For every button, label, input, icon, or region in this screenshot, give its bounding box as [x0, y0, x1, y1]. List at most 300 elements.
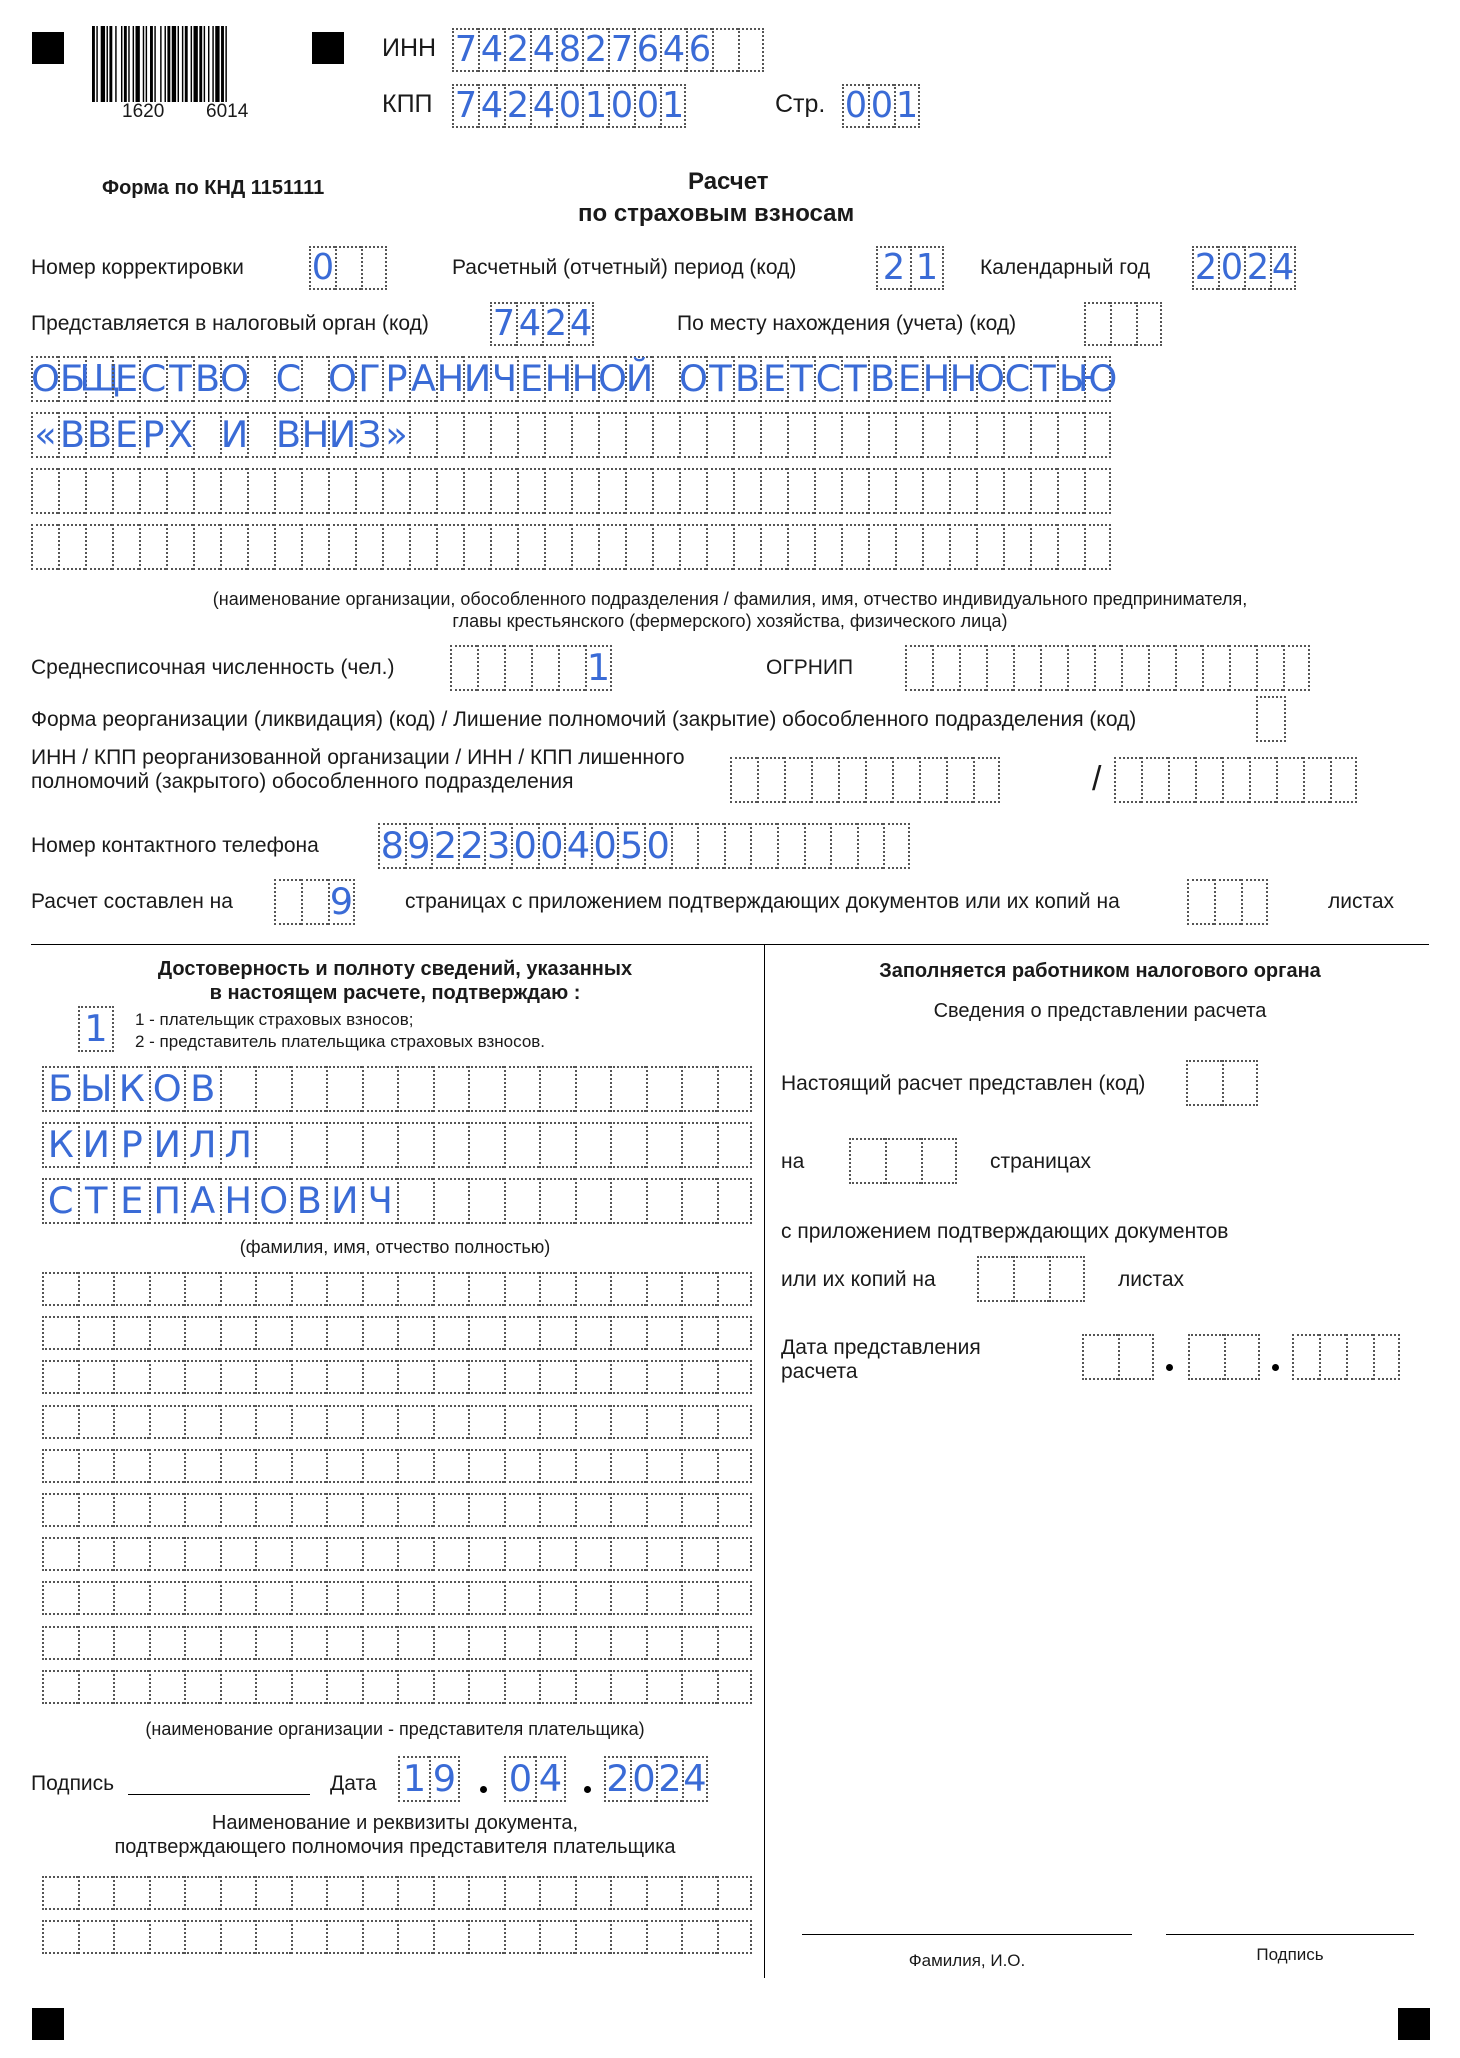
char-cell: О: [328, 356, 355, 402]
char-cell: 2: [458, 823, 485, 869]
char-cell: [113, 1405, 149, 1439]
char-cell: [504, 645, 531, 691]
presentation-date-day[interactable]: [1082, 1334, 1154, 1380]
char-cell: Т: [166, 356, 193, 402]
presentation-date-label-line1: Дата представления: [781, 1336, 981, 1359]
char-cell: [1084, 524, 1111, 570]
char-cell: [717, 1360, 753, 1394]
char-cell: [504, 1178, 540, 1224]
char-cell: С: [814, 356, 841, 402]
char-cell: [31, 468, 58, 514]
char-cell: [517, 524, 544, 570]
char-cell: 0: [511, 823, 538, 869]
char-cell: 6: [634, 28, 660, 72]
char-cell: [433, 1876, 469, 1910]
corner-marker-top-right: [312, 32, 344, 64]
received-sheets-label: листах: [1118, 1268, 1185, 1291]
char-cell: [895, 524, 922, 570]
char-cell: Ч: [490, 356, 517, 402]
reorg-form-code-field[interactable]: [1256, 696, 1286, 742]
representative-org-row[interactable]: [42, 1581, 752, 1615]
char-cell: [433, 1920, 469, 1954]
signature-label: Подпись: [31, 1772, 115, 1795]
signer-option-1: 1 - плательщик страховых взносов;: [135, 1010, 414, 1029]
char-cell: 4: [478, 84, 504, 128]
representative-org-row[interactable]: [42, 1670, 752, 1704]
representative-org-row[interactable]: [42, 1537, 752, 1571]
barcode-bar: [115, 26, 116, 102]
char-cell: [255, 1122, 291, 1168]
char-cell: [433, 1066, 469, 1112]
char-cell: [113, 1360, 149, 1394]
char-cell: [1057, 524, 1084, 570]
char-cell: [1256, 645, 1283, 691]
char-cell: [78, 1581, 114, 1615]
char-cell: [681, 1626, 717, 1660]
char-cell: [717, 1626, 753, 1660]
char-cell: [777, 823, 804, 869]
char-cell: [610, 1581, 646, 1615]
char-cell: [255, 1066, 291, 1112]
char-cell: Г: [355, 356, 382, 402]
char-cell: [397, 1626, 433, 1660]
char-cell: И: [328, 412, 355, 458]
date-day-field[interactable]: [398, 1756, 460, 1802]
reorg-inn-field[interactable]: [730, 757, 1000, 803]
char-cell: 1: [398, 1756, 429, 1802]
char-cell: Т: [706, 356, 733, 402]
representative-org-row[interactable]: [42, 1626, 752, 1660]
char-cell: [610, 1670, 646, 1704]
char-cell: [598, 412, 625, 458]
period-code-field[interactable]: [876, 246, 944, 290]
char-cell: [1136, 302, 1162, 346]
char-cell: [865, 757, 892, 803]
char-cell: [1346, 1334, 1373, 1380]
char-cell: [868, 412, 895, 458]
char-cell: Н: [220, 1178, 256, 1224]
char-cell: И: [220, 412, 247, 458]
char-cell: [544, 524, 571, 570]
char-cell: [671, 823, 698, 869]
char-cell: 4: [535, 1756, 566, 1802]
char-cell: [433, 1626, 469, 1660]
char-cell: [1084, 412, 1111, 458]
char-cell: [679, 468, 706, 514]
char-cell: [326, 1405, 362, 1439]
char-cell: 7: [490, 302, 516, 346]
char-cell: [468, 1537, 504, 1571]
char-cell: [78, 1405, 114, 1439]
char-cell: С: [42, 1178, 78, 1224]
char-cell: Р: [139, 412, 166, 458]
kpp-field[interactable]: [452, 84, 686, 128]
char-cell: [976, 468, 1003, 514]
representative-org-row[interactable]: [42, 1272, 752, 1306]
char-cell: [539, 1493, 575, 1527]
char-cell: [274, 524, 301, 570]
form-title-line1: Расчет: [688, 168, 769, 195]
char-cell: [220, 1272, 256, 1306]
char-cell: [717, 1272, 753, 1306]
char-cell: 4: [564, 823, 591, 869]
char-cell: Р: [113, 1122, 149, 1168]
form-code: Форма по КНД 1151111: [102, 177, 325, 199]
char-cell: [255, 1670, 291, 1704]
char-cell: [1084, 302, 1110, 346]
char-cell: [517, 468, 544, 514]
char-cell: 0: [630, 1756, 656, 1802]
char-cell: [504, 1537, 540, 1571]
char-cell: [539, 1920, 575, 1954]
fio-line[interactable]: [802, 1934, 1132, 1935]
char-cell: [760, 412, 787, 458]
char-cell: [291, 1537, 327, 1571]
char-cell: [326, 1122, 362, 1168]
char-cell: [463, 412, 490, 458]
char-cell: 2: [1244, 246, 1270, 290]
char-cell: [78, 1272, 114, 1306]
char-cell: [362, 1066, 398, 1112]
char-cell: [326, 1316, 362, 1350]
char-cell: [255, 1316, 291, 1350]
char-cell: [610, 1316, 646, 1350]
org-name-row-2[interactable]: [31, 412, 1111, 458]
char-cell: [504, 1920, 540, 1954]
barcode-bar: [128, 26, 129, 102]
char-cell: [895, 468, 922, 514]
char-cell: [433, 1178, 469, 1224]
char-cell: [468, 1581, 504, 1615]
location-code-field[interactable]: [1084, 302, 1162, 346]
presentation-date-separator-2: [1272, 1364, 1279, 1371]
char-cell: [610, 1626, 646, 1660]
representative-caption: (наименование организации - представителя плательщика): [145, 1719, 645, 1739]
char-cell: [717, 1066, 753, 1112]
char-cell: [42, 1272, 78, 1306]
inn-field[interactable]: [452, 28, 764, 72]
char-cell: [646, 1537, 682, 1571]
char-cell: 2: [582, 28, 608, 72]
char-cell: 6: [686, 28, 712, 72]
char-cell: [220, 1493, 256, 1527]
pages-count-field[interactable]: [274, 879, 355, 925]
org-name-row-1[interactable]: [31, 356, 1118, 402]
signature-line[interactable]: [128, 1794, 310, 1795]
char-cell: [433, 1272, 469, 1306]
char-cell: [681, 1670, 717, 1704]
char-cell: [610, 1449, 646, 1483]
char-cell: [1013, 645, 1040, 691]
presented-code-field[interactable]: [1186, 1060, 1258, 1106]
char-cell: [539, 1316, 575, 1350]
char-cell: [184, 1626, 220, 1660]
char-cell: [355, 524, 382, 570]
char-cell: [652, 412, 679, 458]
char-cell: [255, 1493, 291, 1527]
char-cell: [326, 1537, 362, 1571]
char-cell: [625, 524, 652, 570]
barcode-bar: [92, 26, 95, 102]
char-cell: [646, 1316, 682, 1350]
char-cell: [1121, 645, 1148, 691]
char-cell: Ю: [1084, 356, 1111, 402]
authority-document-row[interactable]: [42, 1876, 752, 1910]
char-cell: [681, 1316, 717, 1350]
char-cell: [706, 412, 733, 458]
char-cell: [1057, 468, 1084, 514]
calendar-year-field[interactable]: [1192, 246, 1296, 290]
date-separator-2: [584, 1786, 591, 1793]
char-cell: 0: [309, 246, 335, 290]
char-cell: [1303, 757, 1330, 803]
barcode-bar: [215, 26, 219, 102]
char-cell: [184, 1316, 220, 1350]
phone-field[interactable]: [378, 823, 910, 869]
char-cell: [652, 524, 679, 570]
char-cell: [326, 1449, 362, 1483]
char-cell: И: [326, 1178, 362, 1224]
received-pages-field[interactable]: [849, 1138, 957, 1184]
representative-org-row[interactable]: [42, 1360, 752, 1394]
char-cell: [717, 1316, 753, 1350]
char-cell: [681, 1920, 717, 1954]
date-month-field[interactable]: [504, 1756, 566, 1802]
char-cell: [1114, 757, 1141, 803]
char-cell: [433, 1537, 469, 1571]
char-cell: [1030, 412, 1057, 458]
char-cell: [433, 1493, 469, 1527]
ogrnip-field[interactable]: [905, 645, 1310, 691]
tax-office-subheading: Сведения о представлении расчета: [933, 1000, 1267, 1022]
char-cell: 2: [604, 1756, 630, 1802]
char-cell: [1003, 524, 1030, 570]
barcode-bar: [182, 26, 183, 102]
char-cell: [544, 412, 571, 458]
char-cell: [1013, 1256, 1049, 1302]
barcode-bar: [185, 26, 188, 102]
char-cell: [717, 1449, 753, 1483]
char-cell: [1202, 645, 1229, 691]
char-cell: Н: [301, 412, 328, 458]
char-cell: [397, 1537, 433, 1571]
char-cell: [868, 524, 895, 570]
char-cell: 7: [452, 84, 478, 128]
char-cell: Е: [517, 356, 544, 402]
char-cell: [328, 468, 355, 514]
corner-marker-bottom-left: [32, 2008, 64, 2040]
barcode-bar: [150, 26, 153, 102]
char-cell: [409, 412, 436, 458]
char-cell: Щ: [85, 356, 112, 402]
char-cell: [326, 1670, 362, 1704]
char-cell: [1256, 696, 1286, 742]
char-cell: [1222, 1060, 1258, 1106]
char-cell: [804, 823, 831, 869]
char-cell: [326, 1876, 362, 1910]
char-cell: [1175, 645, 1202, 691]
first-name-row[interactable]: [42, 1122, 752, 1168]
char-cell: [397, 1920, 433, 1954]
char-cell: [362, 1920, 398, 1954]
barcode-bar: [160, 26, 161, 102]
char-cell: 2: [656, 1756, 682, 1802]
officer-signature-line[interactable]: [1166, 1934, 1414, 1935]
char-cell: [1373, 1334, 1400, 1380]
char-cell: [1118, 1334, 1154, 1380]
char-cell: [787, 412, 814, 458]
char-cell: [1241, 879, 1268, 925]
char-cell: Б: [42, 1066, 78, 1112]
char-cell: [610, 1493, 646, 1527]
char-cell: Н: [436, 356, 463, 402]
presentation-date-month[interactable]: [1188, 1334, 1260, 1380]
char-cell: [717, 1122, 753, 1168]
char-cell: »: [382, 412, 409, 458]
char-cell: [760, 468, 787, 514]
char-cell: [1168, 757, 1195, 803]
representative-org-row[interactable]: [42, 1405, 752, 1439]
char-cell: [78, 1360, 114, 1394]
authority-document-row[interactable]: [42, 1920, 752, 1954]
char-cell: [113, 1626, 149, 1660]
received-sheets-field[interactable]: [977, 1256, 1085, 1302]
char-cell: [646, 1360, 682, 1394]
char-cell: [868, 468, 895, 514]
reorg-kpp-field[interactable]: [1114, 757, 1357, 803]
char-cell: [681, 1066, 717, 1112]
barcode-bar: [191, 26, 192, 102]
char-cell: [571, 468, 598, 514]
char-cell: [679, 412, 706, 458]
char-cell: [301, 879, 328, 925]
barcode-bar: [167, 26, 170, 102]
char-cell: [436, 468, 463, 514]
barcode-bar: [96, 26, 97, 102]
char-cell: [468, 1670, 504, 1704]
char-cell: [291, 1066, 327, 1112]
char-cell: [681, 1360, 717, 1394]
char-cell: [490, 524, 517, 570]
char-cell: [468, 1876, 504, 1910]
representative-org-row[interactable]: [42, 1316, 752, 1350]
char-cell: [571, 524, 598, 570]
char-cell: Ч: [362, 1178, 398, 1224]
char-cell: [892, 757, 919, 803]
char-cell: [646, 1670, 682, 1704]
barcode-bar: [101, 26, 105, 102]
org-name-row-3[interactable]: [31, 468, 1111, 514]
char-cell: [301, 356, 328, 402]
copies-label: или их копий на: [781, 1268, 936, 1291]
char-cell: [220, 1316, 256, 1350]
barcode-bar: [221, 26, 224, 102]
char-cell: [712, 28, 738, 72]
char-cell: [291, 1876, 327, 1910]
char-cell: И: [78, 1122, 114, 1168]
char-cell: [255, 1626, 291, 1660]
barcode-bar: [178, 26, 179, 102]
char-cell: [274, 468, 301, 514]
char-cell: [905, 645, 932, 691]
char-cell: П: [149, 1178, 185, 1224]
char-cell: [922, 468, 949, 514]
char-cell: Е: [760, 356, 787, 402]
char-cell: [646, 1122, 682, 1168]
char-cell: [113, 1581, 149, 1615]
patronymic-row[interactable]: [42, 1178, 752, 1224]
char-cell: [1330, 757, 1357, 803]
attachment-sheets-field[interactable]: [1187, 879, 1268, 925]
char-cell: 7: [452, 28, 478, 72]
char-cell: [646, 1493, 682, 1527]
surname-row[interactable]: [42, 1066, 752, 1112]
barcode-bar: [165, 26, 166, 102]
char-cell: [362, 1581, 398, 1615]
headcount-field[interactable]: [450, 645, 612, 691]
representative-org-row[interactable]: [42, 1449, 752, 1483]
char-cell: [397, 1449, 433, 1483]
char-cell: [149, 1493, 185, 1527]
char-cell: [42, 1360, 78, 1394]
char-cell: 4: [530, 28, 556, 72]
char-cell: 3: [484, 823, 511, 869]
barcode-bar: [124, 26, 127, 102]
char-cell: [468, 1272, 504, 1306]
org-name-row-4[interactable]: [31, 524, 1111, 570]
char-cell: [78, 1493, 114, 1527]
char-cell: [849, 1138, 885, 1184]
char-cell: [301, 524, 328, 570]
signer-type-field[interactable]: [78, 1006, 114, 1052]
barcode-bar: [133, 26, 134, 102]
received-pages-label: страницах: [990, 1150, 1092, 1173]
correction-number-field[interactable]: [309, 246, 387, 290]
barcode-bar: [154, 26, 155, 102]
char-cell: А: [184, 1178, 220, 1224]
char-cell: 0: [608, 84, 634, 128]
char-cell: [1084, 468, 1111, 514]
char-cell: [787, 524, 814, 570]
tax-authority-code-field[interactable]: [490, 302, 594, 346]
char-cell: Н: [544, 356, 571, 402]
char-cell: [184, 1537, 220, 1571]
officer-signature-caption: Подпись: [1256, 1945, 1324, 1964]
char-cell: [149, 1405, 185, 1439]
correction-label: Номер корректировки: [31, 256, 244, 279]
inn-label: ИНН: [382, 34, 437, 62]
representative-org-row[interactable]: [42, 1493, 752, 1527]
char-cell: 1: [661, 85, 685, 127]
char-cell: 4: [1271, 247, 1295, 289]
char-cell: [1110, 302, 1136, 346]
char-cell: 0: [644, 823, 671, 869]
presentation-date-year[interactable]: [1292, 1334, 1400, 1380]
char-cell: Е: [112, 356, 139, 402]
char-cell: [247, 468, 274, 514]
char-cell: [646, 1066, 682, 1112]
char-cell: [646, 1581, 682, 1615]
date-year-field[interactable]: [604, 1756, 708, 1802]
date-separator-1: [480, 1786, 487, 1793]
char-cell: 8: [378, 823, 405, 869]
char-cell: [220, 1626, 256, 1660]
char-cell: [558, 645, 585, 691]
char-cell: 0: [842, 84, 868, 128]
char-cell: [625, 412, 652, 458]
char-cell: [433, 1360, 469, 1394]
presentation-date-label-line2: расчета: [781, 1360, 858, 1383]
